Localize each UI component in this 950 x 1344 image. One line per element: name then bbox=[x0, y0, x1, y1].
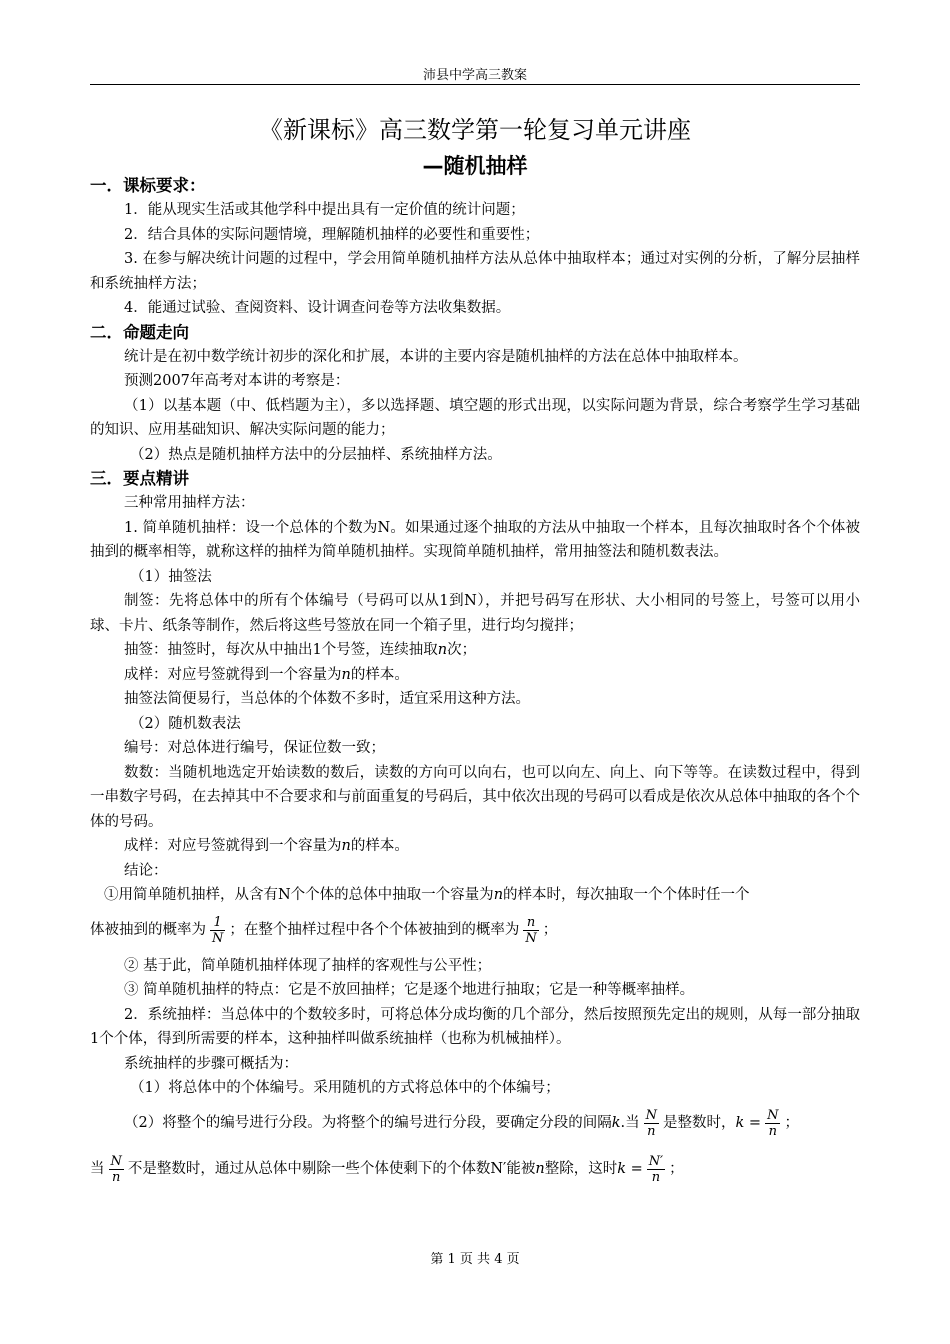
systematic-step-2: （2）将整个的编号进行分段。为将整个的编号进行分段，要确定分段的间隔 k .当 $\frac{N}{n}$ 是整数时， k = $\frac{N}{n}$ ； bbox=[124, 1108, 799, 1139]
document-title: 《新课标》高三数学第一轮复习单元讲座 bbox=[259, 116, 691, 144]
page-footer: 第 1 页 共 4 页 bbox=[430, 1252, 520, 1267]
systematic-step-2-continued: 当 $\frac{N}{n}$ 不是整数时，通过从总体中剔除一些个体使剩下的个体数N′能被 n 整除，这时 k = $\frac{N'}{n}$ ； bbox=[90, 1154, 684, 1185]
fraction-N-over-n-nonint: $\frac{N}{n}$ bbox=[110, 1154, 122, 1185]
trend-paragraph-4: （2）热点是随机抽样方法中的分层抽样、系统抽样方法。 bbox=[130, 446, 502, 463]
conclusion-3: ③ 简单随机抽样的特点：它是不放回抽样；它是逐个地进行抽取；它是一种等概率抽样。 bbox=[124, 982, 695, 998]
trend-paragraph-2: 预测2007年高考对本讲的考察是： bbox=[124, 373, 350, 389]
standard-item-4: 4．能通过试验、查阅资料、设计调查问卷等方法收集数据。 bbox=[124, 300, 511, 316]
page-header: 沛县中学高三教案 bbox=[422, 68, 527, 83]
document-body bbox=[90, 174, 860, 1193]
lottery-draw-step: 抽签：抽签时，每次从中抽出1个号签，连续抽取n次； bbox=[124, 642, 477, 658]
header-rule bbox=[90, 84, 860, 85]
interval-fraction-Nprime-over-n: $\frac{N'}{n}$ bbox=[648, 1154, 664, 1185]
random-table-number-step: 编号：对总体进行编号，保证位数一致； bbox=[124, 740, 385, 756]
simple-random-sampling: 1. 简单随机抽样：设一个总体的个数为N。如果通过逐个抽取的方法从中抽取一个样本，且每次抽取时各个个体被抽到的概率相等，就称这样的抽样为简单随机抽样。实现简单随机抽样，常用抽签法和随机数表法。 bbox=[90, 519, 860, 560]
conclusion-1-line-2: 体被抽到的概率为 $\frac{1}{N}$ ；在整个抽样过程中各个个体被抽到的概率为 $\frac{n}{N}$ ； bbox=[90, 915, 558, 946]
standard-item-3: 3. 在参与解决统计问题的过程中，学会用简单随机抽样方法从总体中抽取样本；通过对实例的分析，了解分层抽样和系统抽样方法； bbox=[90, 251, 860, 292]
systematic-sampling: 2．系统抽样：当总体中的个数较多时，可将总体分成均衡的几个部分，然后按照预先定出的规则，从每一部分抽取1个个体，得到所需要的样本，这种抽样叫做系统抽样（也称为机械抽样）。 bbox=[90, 1006, 860, 1047]
section-heading-key-points: 三．要点精讲 bbox=[90, 469, 189, 488]
interval-fraction-N-over-n: $\frac{N}{n}$ bbox=[767, 1108, 779, 1139]
document-subtitle: —随机抽样 bbox=[422, 154, 528, 178]
trend-paragraph-3: （1）以基本题（中、低档题为主），多以选择题、填空题的形式出现，以实际问题为背景，综合考察学生学习基础的知识、应用基础知识、解决实际问题的能力； bbox=[90, 397, 860, 438]
section-heading-standards: 一．课标要求： bbox=[90, 176, 206, 195]
probability-fraction-1-over-N: $\frac{1}{N}$ bbox=[212, 915, 224, 946]
lottery-sample-step: 成样：对应号签就得到一个容量为n的样本。 bbox=[124, 666, 409, 683]
systematic-steps-intro: 系统抽样的步骤可概括为： bbox=[124, 1055, 298, 1072]
random-table-sample-step: 成样：对应号签就得到一个容量为n的样本。 bbox=[124, 838, 409, 854]
fraction-N-over-n: $\frac{N}{n}$ bbox=[645, 1108, 658, 1139]
lottery-make-step: 制签：先将总体中的所有个体编号（号码可以从1到N），并把号码写在形状、大小相同的号签上，号签可以用小球、卡片、纸条等制作，然后将这些号签放在同一个箱子里，进行均匀搅拌； bbox=[90, 593, 860, 634]
standard-item-1: 1．能从现实生活或其他学科中提出具有一定价值的统计问题； bbox=[124, 202, 525, 218]
conclusion-label: 结论： bbox=[124, 862, 168, 879]
conclusion-2: ② 基于此，简单随机抽样体现了抽样的客观性与公平性； bbox=[124, 957, 492, 974]
lottery-note: 抽签法简便易行，当总体的个体数不多时，适宜采用这种方法。 bbox=[124, 691, 530, 707]
random-table-read-step: 数数：当随机地选定开始读数的数后，读数的方向可以向右，也可以向左、向上、向下等等。在读数过程中，得到一串数字号码，在去掉其中不合要求和与前面重复的号码后，其中依次出现的号码可以看成是依次从总体中抽取的各个个体的号码。 bbox=[90, 764, 860, 830]
standard-item-2: 2．结合具体的实际问题情境，理解随机抽样的必要性和重要性； bbox=[124, 226, 540, 243]
random-table-title: （2）随机数表法 bbox=[130, 715, 241, 732]
trend-paragraph-1: 统计是在初中数学统计初步的深化和扩展，本讲的主要内容是随机抽样的方法在总体中抽取样本。 bbox=[124, 348, 748, 365]
methods-intro: 三种常用抽样方法： bbox=[124, 495, 255, 511]
section-heading-exam-trend: 二．命题走向 bbox=[90, 322, 189, 342]
conclusion-1-line-1: ①用简单随机抽样，从含有N个个体的总体中抽取一个容量为n的样本时，每次抽取一个个体时任一个 bbox=[104, 887, 750, 903]
lottery-method-title: （1）抽签法 bbox=[130, 568, 212, 585]
systematic-step-1: （1）将总体中的个体编号。采用随机的方式将总体中的个体编号； bbox=[130, 1080, 560, 1096]
probability-fraction-n-over-N: $\frac{n}{N}$ bbox=[525, 915, 537, 946]
